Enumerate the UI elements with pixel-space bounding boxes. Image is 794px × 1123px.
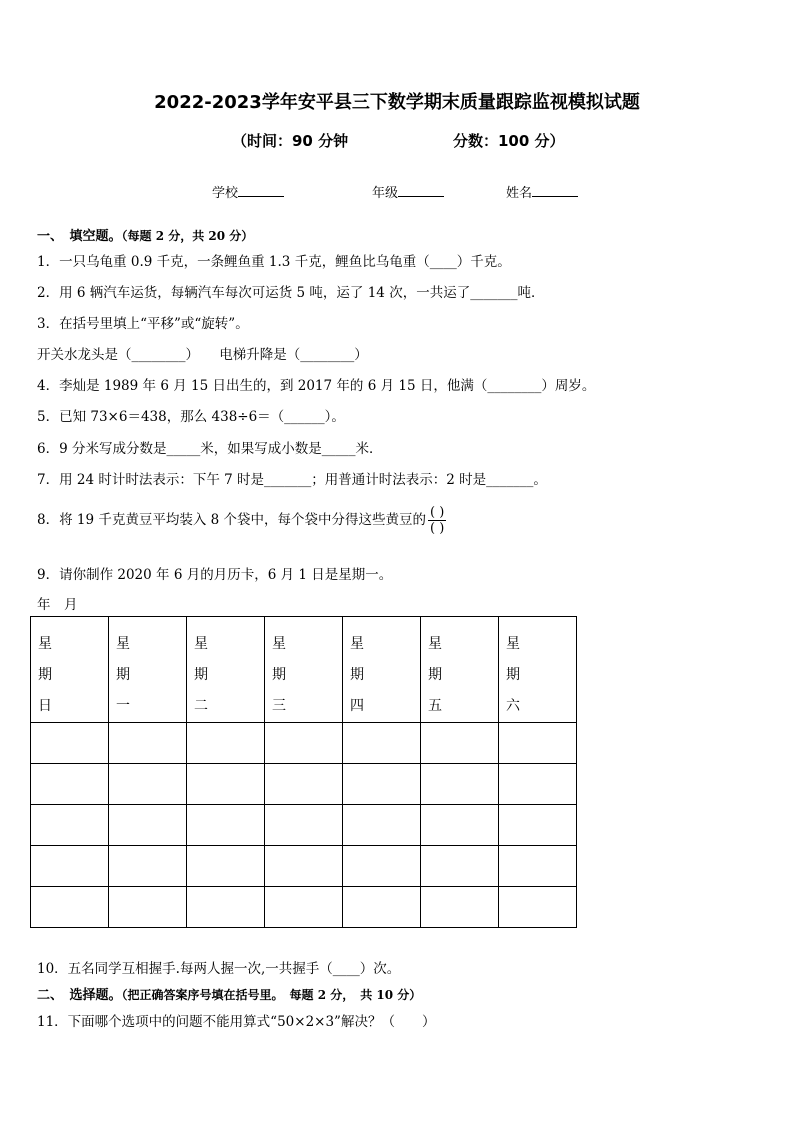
calendar-cell[interactable] xyxy=(31,887,109,928)
calendar-table xyxy=(30,616,577,928)
calendar-cell[interactable] xyxy=(421,723,499,764)
calendar-cell[interactable] xyxy=(343,723,421,764)
calendar-header-row xyxy=(31,617,577,723)
calendar-cell[interactable] xyxy=(187,846,265,887)
calendar-cell[interactable] xyxy=(343,887,421,928)
calendar-cell[interactable] xyxy=(265,764,343,805)
section-2-heading xyxy=(37,984,421,1003)
section-1-note: （每题 2 分，共 20 分） xyxy=(121,229,254,243)
calendar-cell[interactable] xyxy=(31,723,109,764)
calendar-cell[interactable] xyxy=(343,805,421,846)
calendar-week-row xyxy=(31,764,577,805)
calendar-cell[interactable] xyxy=(187,723,265,764)
grade-field xyxy=(372,182,444,201)
calendar-cell[interactable] xyxy=(499,723,577,764)
grade-blank[interactable] xyxy=(398,184,444,197)
question-5: 5．已知 73×6＝438，那么 438÷6＝（______）。 xyxy=(37,409,345,425)
weekday-wednesday: 星 期 三 xyxy=(265,617,343,723)
question-8-text: 8．将 19 千克黄豆平均装入 8 个袋中，每个袋中分得这些黄豆的 xyxy=(37,512,427,528)
section-1-heading xyxy=(37,225,253,244)
calendar-cell[interactable] xyxy=(421,805,499,846)
school-label: 学校 xyxy=(212,186,239,201)
school-field xyxy=(212,182,284,201)
calendar-week-row xyxy=(31,723,577,764)
fraction-numerator: ( ) xyxy=(430,505,445,520)
section-1-label: 一、 填空题。 xyxy=(37,229,122,244)
name-field xyxy=(506,182,578,201)
question-10: 10．五名同学互相握手.每两人握一次,一共握手（____）次。 xyxy=(37,961,401,977)
calendar-cell[interactable] xyxy=(187,887,265,928)
section-2-label: 二、 选择题。 xyxy=(37,988,122,1003)
calendar-cell[interactable] xyxy=(31,764,109,805)
weekday-thursday: 星 期 四 xyxy=(343,617,421,723)
calendar-cell[interactable] xyxy=(265,723,343,764)
fraction-blank[interactable] xyxy=(428,505,446,536)
question-8 xyxy=(37,505,446,536)
question-6: 6．9 分米写成分数是_____米，如果写成小数是_____米． xyxy=(37,441,383,457)
school-blank[interactable] xyxy=(238,184,284,197)
name-label: 姓名 xyxy=(506,186,533,201)
calendar-caption: 年 月 xyxy=(37,597,78,613)
calendar-cell[interactable] xyxy=(499,846,577,887)
calendar-cell[interactable] xyxy=(265,846,343,887)
exam-score: 分数：100 分） xyxy=(453,132,565,150)
calendar-cell[interactable] xyxy=(109,723,187,764)
calendar-cell[interactable] xyxy=(421,887,499,928)
calendar-cell[interactable] xyxy=(187,805,265,846)
weekday-monday: 星 期 一 xyxy=(109,617,187,723)
question-2: 2．用 6 辆汽车运货，每辆汽车每次可运货 5 吨，运了 14 次，一共运了_______吨． xyxy=(37,285,545,301)
question-11: 11．下面哪个选项中的问题不能用算式“50×2×3”解决？（ ） xyxy=(37,1014,436,1030)
calendar-cell[interactable] xyxy=(109,764,187,805)
weekday-friday: 星 期 五 xyxy=(421,617,499,723)
calendar-cell[interactable] xyxy=(187,764,265,805)
section-2-note: （把正确答案序号填在括号里。 每题 2 分， 共 10 分） xyxy=(121,988,422,1002)
page-title: 2022-2023学年安平县三下数学期末质量跟踪监视模拟试题 xyxy=(154,92,640,113)
calendar-week-row xyxy=(31,887,577,928)
grade-label: 年级 xyxy=(372,186,399,201)
calendar-cell[interactable] xyxy=(31,805,109,846)
calendar-cell[interactable] xyxy=(265,887,343,928)
calendar-cell[interactable] xyxy=(31,846,109,887)
exam-time: （时间：90 分钟 xyxy=(232,132,349,150)
question-3: 3．在括号里填上“平移”或“旋转”。 xyxy=(37,316,249,332)
calendar-cell[interactable] xyxy=(499,887,577,928)
calendar-week-row xyxy=(31,805,577,846)
question-4: 4．李灿是 1989 年 6 月 15 日出生的，到 2017 年的 6 月 15 日，他满（________）周岁。 xyxy=(37,378,596,394)
question-7: 7．用 24 时计时法表示：下午 7 时是_______；用普通计时法表示：2 时是_______。 xyxy=(37,472,547,488)
question-9: 9．请你制作 2020 年 6 月的月历卡，6 月 1 日是星期一。 xyxy=(37,567,393,583)
weekday-tuesday: 星 期 二 xyxy=(187,617,265,723)
calendar-cell[interactable] xyxy=(499,805,577,846)
calendar-cell[interactable] xyxy=(421,846,499,887)
calendar-week-row xyxy=(31,846,577,887)
question-3-items: 开关水龙头是（________） 电梯升降是（________） xyxy=(37,347,368,363)
name-blank[interactable] xyxy=(532,184,578,197)
fraction-denominator: ( ) xyxy=(430,521,445,536)
calendar-cell[interactable] xyxy=(109,846,187,887)
calendar-cell[interactable] xyxy=(343,846,421,887)
calendar-cell[interactable] xyxy=(343,764,421,805)
question-1: 1．一只乌龟重 0.9 千克，一条鲤鱼重 1.3 千克，鲤鱼比乌龟重（____）千克。 xyxy=(37,254,511,270)
weekday-saturday: 星 期 六 xyxy=(499,617,577,723)
weekday-sunday: 星 期 日 xyxy=(31,617,109,723)
calendar-cell[interactable] xyxy=(265,805,343,846)
calendar-cell[interactable] xyxy=(499,764,577,805)
calendar-cell[interactable] xyxy=(109,805,187,846)
calendar-cell[interactable] xyxy=(109,887,187,928)
calendar-cell[interactable] xyxy=(421,764,499,805)
